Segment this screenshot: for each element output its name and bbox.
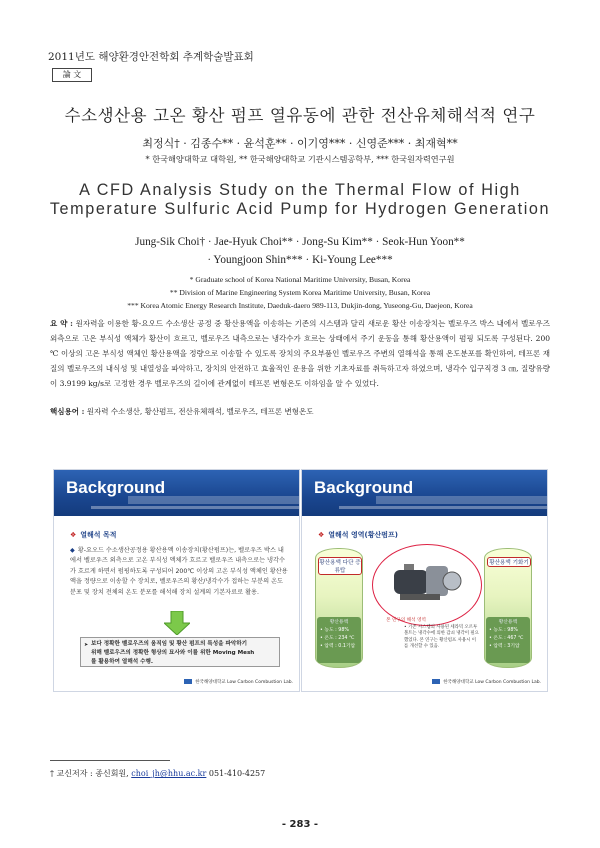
english-title [0,181,600,219]
footnote [50,768,265,779]
diamond-bullet-icon: ❖ [318,531,325,539]
tank-label: 황산용액 다단 증류탑 [318,557,362,575]
keywords [50,406,550,417]
summary-line1: 보다 정확한 벨로우즈의 움직임 및 황산 펌프의 특성을 파악하기 [91,641,248,647]
summary-line2: 위해 벨로우즈의 정확한 형상의 묘사와 이를 위한 Moving Mesh [91,650,255,656]
keywords-label: 핵심용어 : [50,407,85,416]
english-authors [0,233,600,269]
slide-note: • 기존 시스템의 사용된 세라믹 오르투 볼트는 냉각수에 의한 감쇠 냉각이 필요했었다. 본 연구는 황산펌프 사용시 이를 개선할 수 있음. [404,625,479,649]
english-affiliation-2: ** Division of Marine Engineering System Korea Maritime University, Busan, Korea [169,288,431,297]
footnote-phone: 051-410-4257 [208,769,266,778]
korean-title: 수소생산용 고온 황산 펌프 열유동에 관한 전산유체해석적 연구 [64,106,536,125]
korean-authors: 최정식† · 김종수** · 윤석훈** · 이기영*** · 신영준*** · 최재혁** [142,137,458,150]
distillation-tower-tank [315,548,363,668]
abstract [50,316,550,391]
slide-subtitle: ❖ 열해석 목적 [70,531,117,539]
slide-footer: 한국해양대학교 Low Carbon Combustion Lab. [432,679,541,685]
footnote-prefix: † 교신저자 : 종신회원, [50,769,129,778]
paper-tag: 論 文 [52,68,92,82]
abstract-text: 원자력을 이용한 황-요오드 수소생산 공정 중 황산용액을 이송하는 기존의 시스템과 달리 새로운 황산 이송장치는 벨로우즈 박스 내에서 벨로우즈 외측으로 고온 부식성 액체가 황산이 흐르고, 벨로우즈 내측으로는 냉각수가 흐르는 상태에서 주기 운동을 통해 황산용액이 펌핑 되도록 구성된다. 200 ℃ 이상의 고온 부식성 액체인 황산용액을 정량으로 이송할 수 있도록 장치의 주요부품인 벨로우즈 주변의 열해석을 통해 온도분포를 확인하여, 테프론 재질의 벨로우즈의 내식성 및 내열성을 파악하고, 장치의 안전하고 효율적인 운용을 위한 기초자료를 취득하고자 하였으며, 냉각수 입구직경 3 ㎝, 질량유량이 3.9199 kg/s로 고정한 경우 벨로우즈의 길이에 관계없이 테프론 변형온도 이하임을 알 수 있었다. [50,319,551,388]
slide-title: Background [314,478,414,497]
slide-header [54,470,299,516]
english-affiliation-3: *** Korea Atomic Energy Research Institute, Daeduk-daero 989-113, Dukjin-dong, Yuseong-Gu, Daejeon, Korea [127,301,473,310]
english-title-line2: Temperature Sulfuric Acid Pump for Hydrogen Generation [49,200,551,218]
analysis-area-label: 본 연구의 해석 영역 [386,618,426,623]
slide-background-purpose [53,469,300,692]
english-authors-line2: · Youngjoon Shin*** · Ki-Young Lee*** [207,254,393,266]
slide-title: Background [66,478,166,497]
corresponding-email-link[interactable]: choi_jh@hhu.ac.kr [131,769,207,778]
arrow-marker-icon: ➤ [84,642,89,648]
bullet-icon: ◆ [70,547,75,554]
slide-header [302,470,547,516]
english-authors-line1: Jung-Sik Choi† · Jae-Hyuk Choi** · Jong-Su Kim** · Seok-Hun Yoon** [135,236,465,248]
abstract-label: 요 약 : [50,319,73,328]
page-number: - 283 - [281,819,319,830]
conference-header: 2011년도 해양환경안전학회 추계학술발표회 [48,51,254,63]
footnote-divider [50,760,170,761]
korean-affiliations: * 한국해양대학교 대학원, ** 한국해양대학교 기관시스템공학부, *** 한국원자력연구원 [145,154,455,164]
slide-analysis-domain [301,469,548,692]
lab-logo-icon [184,679,192,684]
english-title-line1: A CFD Analysis Study on the Thermal Flow of High [79,181,521,199]
tank-properties: 황산용액 • 농도 : 98% • 온도 : 234 ℃ • 압력 : 0.1기압 [317,617,361,663]
down-arrow-icon [164,611,190,635]
slide-footer: 한국해양대학교 Low Carbon Combustion Lab. [184,679,293,685]
lab-logo-icon [432,679,440,684]
sulfuric-acid-pump-icon [390,556,464,606]
tank-label: 황산용액 기화기 [487,557,531,567]
vaporizer-tank [484,548,532,668]
keywords-text: 원자력 수소생산, 황산펌프, 전산유체해석, 벨로우즈, 테프론 변형온도 [86,407,314,416]
slide-body: ◆ 황-요오드 수소생산공정용 황산용액 이송장치(황산펌프)는, 벨로우즈 박스 내에서 벨로우즈 외측으로 고온 부식성 액체가 흐르고 벨로우즈 내측으로는 냉각수가 흐르게 하면서 펌핑하도록 구성되어 200℃ 이상의 고온 부식성 액체인 황산용액을 정량으로 이송할 수 장치로, 벨로우즈의 황산/냉각수가 접하는 부분의 온도분포 및 장치 전체의 온도 분포를 해석해 장치 설계의 기본자료로 활용. [70,547,288,596]
diamond-bullet-icon: ❖ [70,531,77,539]
summary-box [80,637,280,667]
summary-line3: 를 활용하여 열해석 수행. [91,659,154,665]
english-affiliation-1: * Graduate school of Korea National Maritime University, Busan, Korea [189,275,411,284]
slide-subtitle: ❖ 열해석 영역(황산펌프) [318,531,398,539]
tank-properties: 황산용액 • 농도 : 98% • 온도 : 467 ℃ • 압력 : 3기압 [486,617,530,663]
